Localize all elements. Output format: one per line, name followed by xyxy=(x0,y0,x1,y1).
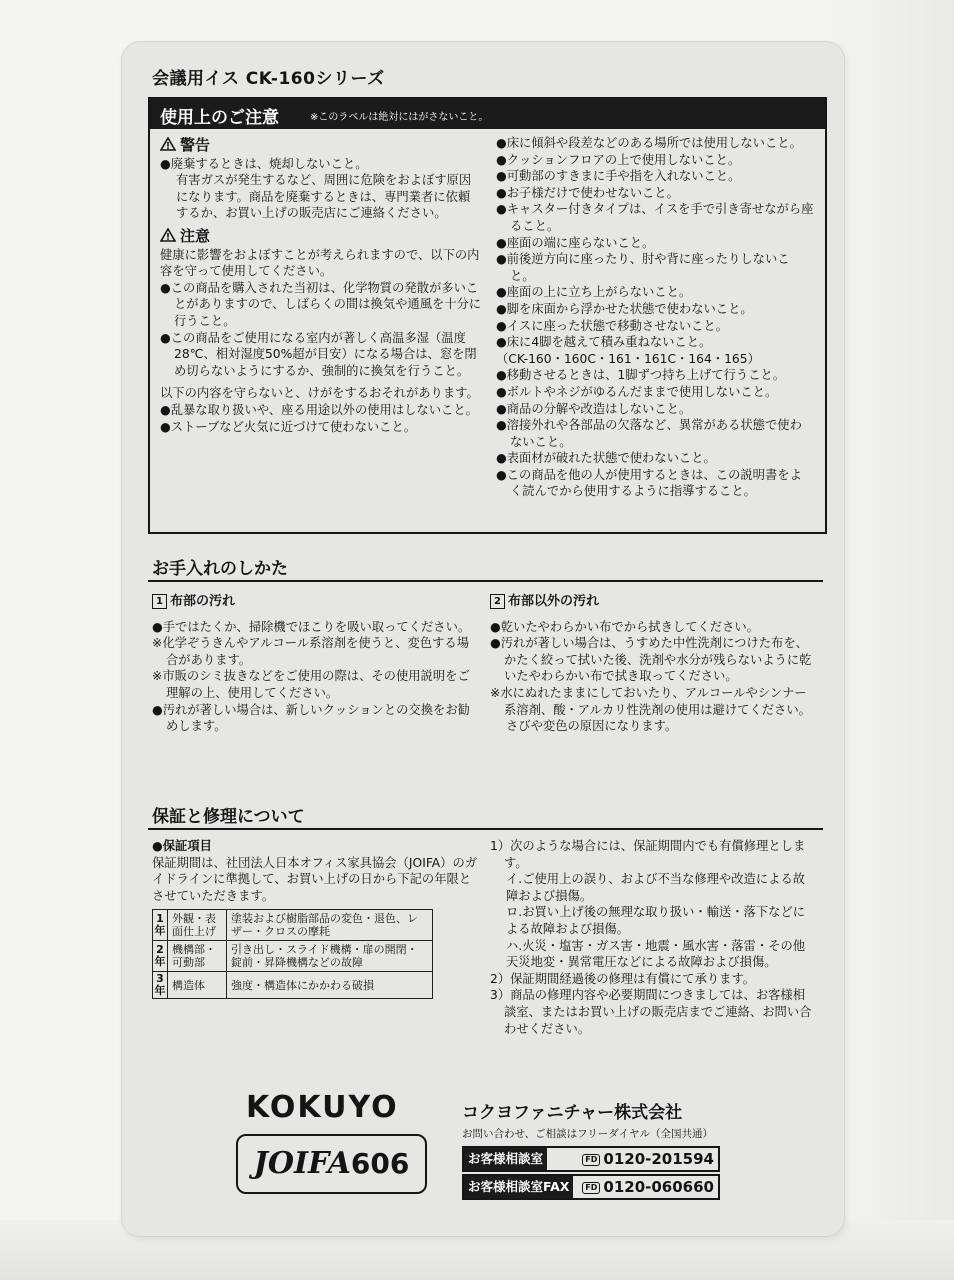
kokuyo-logo: KOKUYO xyxy=(246,1090,399,1125)
warranty-right-column xyxy=(490,838,816,1037)
warranty-table xyxy=(152,909,433,999)
other-line: ●汚れが著しい場合は、うすめた中性洗剤につけた布を、かたく絞って拭いた後、洗剤や水分が残らないように乾いたやわらかい布で拭き取ってください。 xyxy=(490,636,812,684)
warning-item: ●廃棄するときは、焼却しないこと。 xyxy=(160,156,368,171)
injury-item: ●乱暴な取り扱いや、座る用途以外の使用はしないこと。 xyxy=(160,402,478,417)
caution-item: ●イスに座った状態で移動させないこと。 xyxy=(496,318,728,333)
other-footer: さびや変色の原因になります。 xyxy=(506,719,678,734)
caution-item: ●表面材が破れた状態で使わないこと。 xyxy=(496,451,716,466)
phone-number-group xyxy=(582,1148,714,1170)
freedial-icon: FD xyxy=(582,1154,600,1166)
fax-label: お客様相談室FAX xyxy=(464,1176,573,1198)
fabric-heading xyxy=(152,594,478,611)
other-line: ●乾いたやわらかい布でから拭きしてください。 xyxy=(490,619,759,634)
warranty-detail: 塗装および樹脂部品の変色・退色、レザー・クロスの摩耗 xyxy=(227,910,433,941)
inquiry-note: お問い合わせ、ご相談はフリーダイヤル（全国共通） xyxy=(462,1128,713,1140)
caution-heading: 使用上のご注意 xyxy=(160,108,279,128)
warranty-left-column xyxy=(152,838,478,999)
warranty-category: 構造体 xyxy=(168,972,227,999)
other-number: 2 xyxy=(490,594,505,609)
notice-item: ●この商品を購入された当初は、化学物質の発散が多いことがありますので、しばらくの間は換気や通風を十分に行うこと。 xyxy=(160,280,482,328)
care-other-column xyxy=(490,594,816,735)
caution-item: ●可動部のすきまに手や指を入れないこと。 xyxy=(496,169,741,184)
warranty-point: 3）商品の修理内容や必要期間につきましては、お客様相談室、またはお買い上げの販売店までご連絡、お問い合わせください。 xyxy=(490,988,812,1036)
caution-item: ●キャスター付きタイプは、イスを手で引き寄せながら座ること。 xyxy=(496,202,814,233)
fabric-line: ●汚れが著しい場合は、新しいクッションとの交換をお勧めします。 xyxy=(152,702,470,734)
warranty-point: 2）保証期間経過後の修理は有償にて承ります。 xyxy=(490,971,756,986)
caution-item: ●溶接外れや各部品の欠落など、異常がある状態で使わないこと。 xyxy=(496,418,802,449)
caution-right-column xyxy=(496,135,814,500)
caution-item: ●商品の分解や改造はしないこと。 xyxy=(496,401,692,416)
warranty-detail: 強度・構造体にかかわる破損 xyxy=(227,972,433,999)
warning-detail: 有害ガスが発生するなど、周囲に危険をおよぼす原因になります。商品を廃棄するときは、専門業者に依頼するか、お買い上げの販売店にご連絡ください。 xyxy=(176,173,472,221)
fax-freedial-icon: FD xyxy=(582,1182,600,1194)
warranty-subpoint: ロ.お買い上げ後の無理な取り扱い・輸送・落下などによる故障および損傷。 xyxy=(506,905,806,936)
fabric-number: 1 xyxy=(152,594,167,609)
warranty-category: 機構部・可動部 xyxy=(168,941,227,972)
warranty-item-title: ●保証項目 xyxy=(152,839,212,853)
caution-triangle-icon xyxy=(160,228,176,242)
fabric-title: 布部の汚れ xyxy=(170,594,236,609)
other-line: ※水にぬれたままにしておいたり、アルコールやシンナー系溶剤、酸・アルカリ性洗剤の使用は避けてください。 xyxy=(490,685,811,717)
table-row xyxy=(153,941,433,972)
fabric-line: ※市販のシミ抜きなどをご使用の際は、その使用説明をご理解の上、使用してください。 xyxy=(152,669,470,700)
warranty-year: 2年 xyxy=(153,941,168,972)
table-row xyxy=(153,972,433,999)
warranty-year: 1年 xyxy=(153,910,168,941)
warning-title: 警告 xyxy=(180,136,211,154)
caution-item: ●座面の上に立ち上がらないこと。 xyxy=(496,285,692,300)
notice-intro: 健康に影響をおよぼすことが考えられますので、以下の内容を守って使用してください。 xyxy=(160,247,480,279)
caution-item: ●床に4脚を越えて積み重ねないこと。 xyxy=(496,335,712,350)
caution-item: ●移動させるときは、1脚ずつ持ち上げて行うこと。 xyxy=(496,368,786,383)
other-title: 布部以外の汚れ xyxy=(508,594,600,609)
warranty-point: 1）次のような場合には、保証期間内でも有償修理とします。 xyxy=(490,839,806,870)
table-row xyxy=(153,910,433,941)
other-heading xyxy=(490,594,816,611)
care-fabric-column xyxy=(152,594,478,735)
fabric-line: ●手ではたくか、掃除機でほこりを吸い取ってください。 xyxy=(152,619,471,634)
warranty-subpoint: イ.ご使用上の誤り、および不当な修理や改造による故障および損傷。 xyxy=(506,872,806,903)
fabric-line: ※化学ぞうきんやアルコール系溶剤を使うと、変色する場合があります。 xyxy=(152,636,469,667)
care-title: お手入れのしかた xyxy=(152,559,288,579)
caution-item: ●この商品を他の人が使用するときは、この説明書をよく読んでから使用するように指導すること。 xyxy=(496,467,802,499)
joifa-text: JOIFA xyxy=(253,1146,351,1181)
notice-item: ●この商品をご使用になる室内が著しく高温多湿（温度28℃、相対湿度50%超が目安）になる場合は、窓を閉め切らないようにするか、強制的に換気を行うこと。 xyxy=(160,330,477,378)
company-name: コクヨファニチャー株式会社 xyxy=(462,1103,683,1123)
warranty-divider xyxy=(148,828,823,830)
warning-triangle-icon xyxy=(160,137,176,151)
phone-number: 0120-201594 xyxy=(603,1150,714,1168)
notice-title: 注意 xyxy=(180,226,211,245)
stack-models: （CK-160・160C・161・161C・164・165） xyxy=(496,351,760,366)
warranty-intro: 保証期間は、社団法人日本オフィス家具協会（JOIFA）のガイドラインに準拠して、お買い上げの日から下記の年限とさせていただきます。 xyxy=(152,855,478,903)
caution-item: ●クッションフロアの上で使用しないこと。 xyxy=(496,152,741,167)
fax-number-group xyxy=(582,1176,714,1198)
caution-item: ●座面の端に座らないこと。 xyxy=(496,235,655,250)
caution-item: ●ボルトやネジがゆるんだままで使用しないこと。 xyxy=(496,384,778,399)
joifa-badge xyxy=(236,1134,427,1194)
caution-header xyxy=(150,99,825,129)
phone-contact xyxy=(462,1146,720,1172)
caution-item: ●脚を床面から浮かせた状態で使わないこと。 xyxy=(496,301,753,316)
warranty-detail: 引き出し・スライド機構・扉の開閉・錠前・昇降機構などの故障 xyxy=(227,941,433,972)
fax-contact xyxy=(462,1174,720,1200)
care-divider xyxy=(148,580,823,582)
notice-heading xyxy=(160,228,482,245)
caution-left-column xyxy=(160,135,482,435)
warranty-title: 保証と修理について xyxy=(152,807,305,827)
caution-item: ●床に傾斜や段差などのある場所では使用しないこと。 xyxy=(496,136,802,150)
caution-header-note: ※このラベルは絶対にはがさないこと。 xyxy=(310,112,489,123)
product-title: 会議用イス CK-160シリーズ xyxy=(152,69,385,89)
injury-intro: 以下の内容を守らないと、けがをするおそれがあります。 xyxy=(160,386,479,401)
caution-item: ●前後逆方向に座ったり、肘や背に座ったりしないこと。 xyxy=(496,252,790,283)
warranty-subpoint: ハ.火災・塩害・ガス害・地震・風水害・落雷・その他天災地変・異常電圧などによる故障および損傷。 xyxy=(506,938,806,970)
phone-label: お客様相談室 xyxy=(464,1148,547,1170)
caution-item: ●お子様だけで使わせないこと。 xyxy=(496,185,679,200)
warning-heading xyxy=(160,137,482,154)
warranty-year: 3年 xyxy=(154,972,166,998)
warranty-category: 外観・表面仕上げ xyxy=(168,910,227,941)
caution-box xyxy=(148,97,827,534)
injury-item: ●ストーブなど火気に近づけて使わないこと。 xyxy=(160,419,417,434)
joifa-number: 606 xyxy=(350,1147,410,1180)
fax-number: 0120-060660 xyxy=(603,1178,714,1196)
product-label xyxy=(122,42,844,1236)
